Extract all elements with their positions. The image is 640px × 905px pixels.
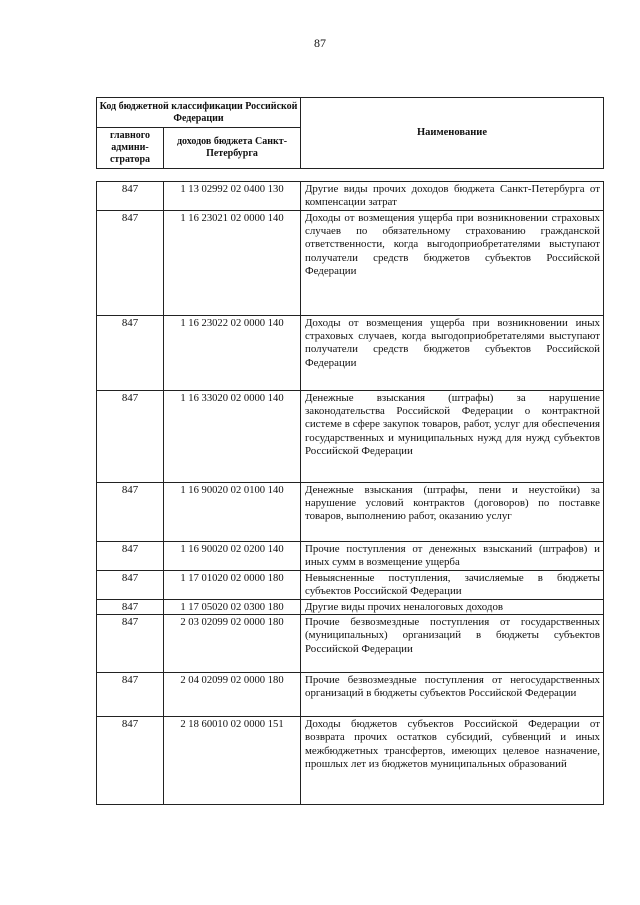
row-name: Прочие поступления от денежных взысканий (штрафов) и иных сумм в возмещение ущерба bbox=[301, 542, 604, 571]
table-row bbox=[97, 615, 604, 673]
budget-code: 1 17 01020 02 0000 180 bbox=[164, 571, 301, 600]
table-row bbox=[97, 182, 604, 211]
admin-code: 847 bbox=[97, 673, 164, 717]
row-name: Прочие безвозмездные поступления от негосударственных организаций в бюджеты субъектов Российской Федерации bbox=[301, 673, 604, 717]
header-code-group: Код бюджетной классификации Российской Федерации bbox=[97, 98, 301, 128]
admin-code: 847 bbox=[97, 571, 164, 600]
budget-code: 1 17 05020 02 0300 180 bbox=[164, 600, 301, 615]
row-name: Другие виды прочих неналоговых доходов bbox=[301, 600, 604, 615]
budget-code: 1 16 90020 02 0100 140 bbox=[164, 483, 301, 542]
budget-code: 1 16 23022 02 0000 140 bbox=[164, 316, 301, 391]
row-name: Денежные взыскания (штрафы, пени и неустойки) за нарушение условий контрактов (договоров) по поставке товаров, выполнению работ, оказанию услуг bbox=[301, 483, 604, 542]
table-row bbox=[97, 211, 604, 316]
header-income: доходов бюджета Санкт-Петербурга bbox=[164, 128, 301, 169]
table-row bbox=[97, 483, 604, 542]
page-number: 87 bbox=[314, 36, 326, 50]
row-name: Денежные взыскания (штрафы) за нарушение законодательства Российской Федерации о контрактной системе в сфере закупок товаров, работ, услуг для обеспечения государственных и муниципальных нужд для нужд субъектов Российской Федерации bbox=[301, 391, 604, 483]
budget-code: 2 18 60010 02 0000 151 bbox=[164, 717, 301, 805]
row-name: Доходы от возмещения ущерба при возникновении иных страховых случаев, когда выгодоприобретателями выступают получатели средств бюджетов субъектов Российской Федерации bbox=[301, 316, 604, 391]
admin-code: 847 bbox=[97, 316, 164, 391]
row-name: Доходы от возмещения ущерба при возникновении страховых случаев по обязательному страхованию гражданской ответственности, когда выгодоприобретателями выступают получатели средств бюджетов субъектов Российской Федерации bbox=[301, 211, 604, 316]
admin-code: 847 bbox=[97, 211, 164, 316]
budget-code: 1 16 23021 02 0000 140 bbox=[164, 211, 301, 316]
budget-code: 1 16 90020 02 0200 140 bbox=[164, 542, 301, 571]
budget-code: 1 13 02992 02 0400 130 bbox=[164, 182, 301, 211]
admin-code: 847 bbox=[97, 717, 164, 805]
header-name: Наименование bbox=[301, 98, 604, 169]
table-row bbox=[97, 391, 604, 483]
row-name: Невыясненные поступления, зачисляемые в бюджеты субъектов Российской Федерации bbox=[301, 571, 604, 600]
table-row bbox=[97, 717, 604, 805]
admin-code: 847 bbox=[97, 615, 164, 673]
classification-table bbox=[96, 181, 604, 805]
table-row bbox=[97, 316, 604, 391]
budget-code: 2 03 02099 02 0000 180 bbox=[164, 615, 301, 673]
admin-code: 847 bbox=[97, 542, 164, 571]
budget-code: 2 04 02099 02 0000 180 bbox=[164, 673, 301, 717]
header-admin: главного админи-стратора bbox=[97, 128, 164, 169]
table-row bbox=[97, 542, 604, 571]
admin-code: 847 bbox=[97, 483, 164, 542]
row-name: Доходы бюджетов субъектов Российской Федерации от возврата прочих остатков субсидий, субвенций и иных межбюджетных трансфертов, имеющих целевое назначение, прошлых лет из бюджетов муниципальных образований bbox=[301, 717, 604, 805]
row-name: Другие виды прочих доходов бюджета Санкт-Петербурга от компенсации затрат bbox=[301, 182, 604, 211]
table-row bbox=[97, 673, 604, 717]
admin-code: 847 bbox=[97, 391, 164, 483]
admin-code: 847 bbox=[97, 182, 164, 211]
admin-code: 847 bbox=[97, 600, 164, 615]
table-header bbox=[96, 97, 604, 169]
table-row bbox=[97, 600, 604, 615]
budget-code: 1 16 33020 02 0000 140 bbox=[164, 391, 301, 483]
table-row bbox=[97, 571, 604, 600]
row-name: Прочие безвозмездные поступления от государственных (муниципальных) организаций в бюджеты субъектов Российской Федерации bbox=[301, 615, 604, 673]
